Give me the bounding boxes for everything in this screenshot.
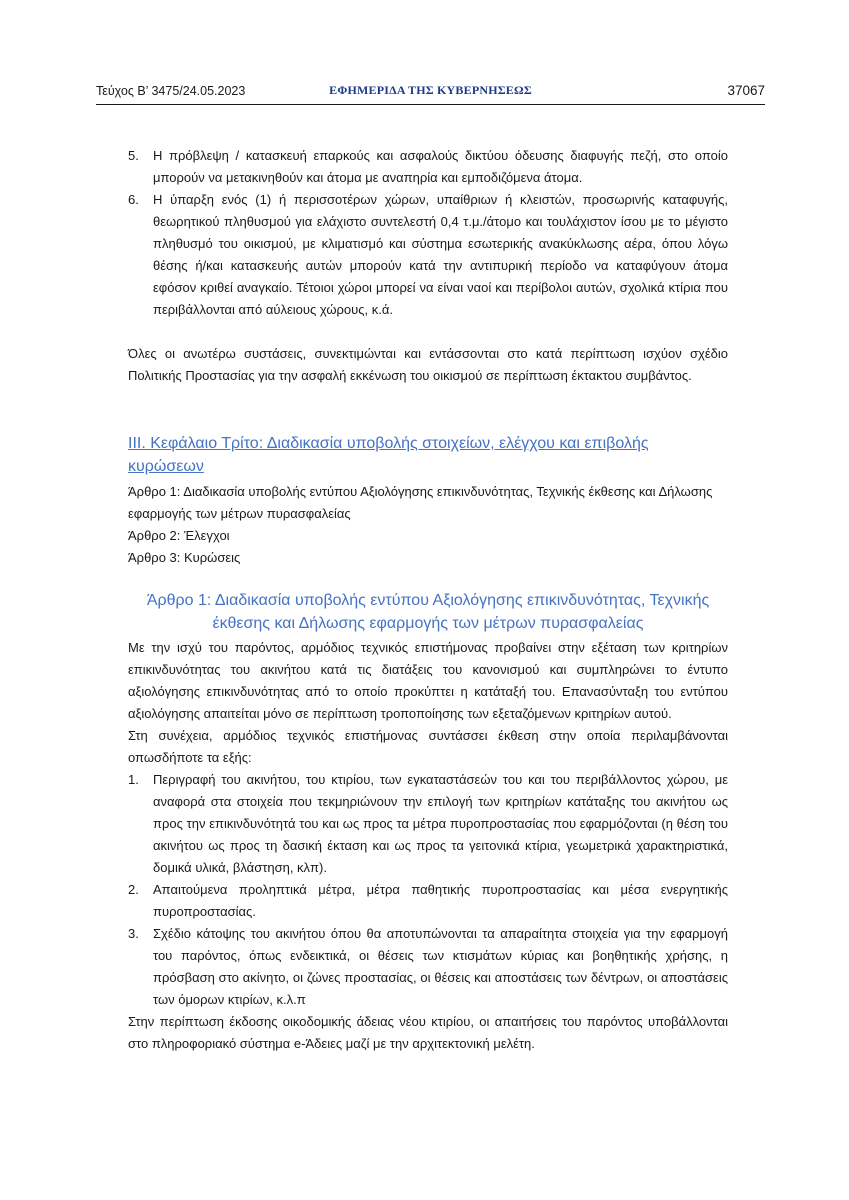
list-item-number: 2. (128, 882, 139, 897)
contents-entry: Άρθρο 2: Έλεγχοι (128, 528, 230, 543)
list-item-text: Η πρόβλεψη / κατασκευή επαρκούς και ασφαλούς δικτύου όδευσης διαφυγής πεζή, στο οποίο μπορούν να μετακινηθούν και άτομα με αναπηρία και εμποδιζόμενα άτομα. (153, 148, 728, 185)
list-item-text: Περιγραφή του ακινήτου, του κτιρίου, των εγκαταστάσεών του και του περιβάλλοντος χώρου, με αναφορά στα στοιχεία που τεκμηριώνουν την επιλογή των κριτηρίων κατάταξης του ακινήτου ως προς την επικινδυνότητά του και ως προς τα μέτρα πυροπροστασίας που εφαρμόζονται (η θέση του ακινήτου ως προς τη δασική έκταση και ως προς τα γειτονικά κτίρια, γεωμετρικά χαρακτηριστικά, δομικά υλικά, βλάστηση, κλπ). (153, 772, 728, 875)
list-item-text: Απαιτούμενα προληπτικά μέτρα, μέτρα παθητικής πυροπροστασίας και μέσα ενεργητικής πυροπροστασίας. (153, 882, 728, 919)
article-paragraph: Με την ισχύ του παρόντος, αρμόδιος τεχνικός επιστήμονας προβαίνει στην εξέταση των κριτηρίων επικινδυνότητας του ακινήτου κατά τις διατάξεις του κανονισμού και συμπληρώνει το έντυπο αξιολόγησης επικινδυνότητας από το οποίο προκύπτει η κατάταξή του. Επανασύνταξη του εντύπου αξιολόγησης απαιτείται μόνο σε περίπτωση τροποποίησης των εξεταζόμενων κριτηρίων αυτού. (128, 640, 728, 721)
list-item (128, 189, 728, 321)
article-heading: Άρθρο 1: Διαδικασία υποβολής εντύπου Αξιολόγησης επικινδυνότητας, Τεχνικής έκθεσης και Δήλωσης εφαρμογής των μέτρων πυρασφαλείας (146, 592, 710, 632)
list-item-number: 6. (128, 192, 139, 207)
chapter-heading[interactable]: ΙΙΙ. Κεφάλαιο Τρίτο: Διαδικασία υποβολής στοιχείων, ελέγχου και επιβολής κυρώσεων (128, 435, 649, 475)
report-contents-list (128, 769, 728, 1011)
issue-reference: Τεύχος Β’ 3475/24.05.2023 (96, 84, 246, 98)
closing-paragraph: Στην περίπτωση έκδοσης οικοδομικής άδειας νέου κτιρίου, οι απαιτήσεις του παρόντος υποβάλλονται στο πληροφοριακό σύστημα e-Άδειες μαζί με την αρχιτεκτονική μελέτη. (128, 1014, 728, 1051)
list-item-number: 5. (128, 148, 139, 163)
list-item-text: Η ύπαρξη ενός (1) ή περισσοτέρων χώρων, υπαίθριων ή κλειστών, προσωρινής καταφυγής, θεωρητικού πληθυσμού για ελάχιστο συντελεστή 0,4 τ.μ./άτομο και τουλάχιστον ίσου με το μέγιστο πληθυσμό του οικισμού, με κλιματισμό και σύστημα εσωτερικής ανακύκλωσης αέρα, όπου λόγω θέσης ή/και κατασκευής αυτών μπορούν κατά την αντιπυρική περίοδο να καταφύγουν άτομα εφόσον κριθεί αναγκαίο. Τέτοιοι χώροι μπορεί να είναι ναοί και περίβολοι αυτών, σχολικά κτίρια που περιβάλλονται από αύλειους χώρους, κ.ά. (153, 192, 728, 317)
contents-entry: Άρθρο 3: Κυρώσεις (128, 550, 241, 565)
list-item (128, 923, 728, 1011)
list-item (128, 879, 728, 923)
contents-entry: Άρθρο 1: Διαδικασία υποβολής εντύπου Αξιολόγησης επικινδυνότητας, Τεχνικής έκθεσης και Δήλωσης εφαρμογής των μέτρων πυρασφαλείας (128, 484, 713, 521)
page-number: 37067 (727, 83, 765, 98)
list-item-number: 3. (128, 926, 139, 941)
page-body (128, 145, 728, 1055)
list-item (128, 769, 728, 879)
article-paragraph: Στη συνέχεια, αρμόδιος τεχνικός επιστήμονας συντάσσει έκθεση στην οποία περιλαμβάνονται οπωσδήποτε τα εξής: (128, 728, 728, 765)
gazette-title: ΕΦΗΜΕΡΙΔΑ ΤΗΣ ΚΥΒΕΡΝΗΣΕΩΣ (329, 83, 532, 97)
list-item-number: 1. (128, 772, 139, 787)
summary-paragraph: Όλες οι ανωτέρω συστάσεις, συνεκτιμώνται και εντάσσονται στο κατά περίπτωση ισχύον σχέδιο Πολιτικής Προστασίας για την ασφαλή εκκένωση του οικισμού σε περίπτωση έκτακτου συμβάντος. (128, 346, 728, 383)
list-item (128, 145, 728, 189)
chapter-contents (128, 481, 728, 569)
list-item-text: Σχέδιο κάτοψης του ακινήτου όπου θα αποτυπώνονται τα απαραίτητα στοιχεία για την εφαρμογή του παρόντος, όπως ενδεικτικά, οι θέσεις των κτισμάτων κύριας και βοηθητικής χρήσης, η πρόσβαση στο ακίνητο, οι ζώνες προστασίας, οι θέσεις και αποστάσεις των δέντρων, οι αποστάσεις των όμορων κτιρίων, κ.λ.π (153, 926, 728, 1007)
measures-list (128, 145, 728, 321)
page-header (96, 82, 765, 105)
